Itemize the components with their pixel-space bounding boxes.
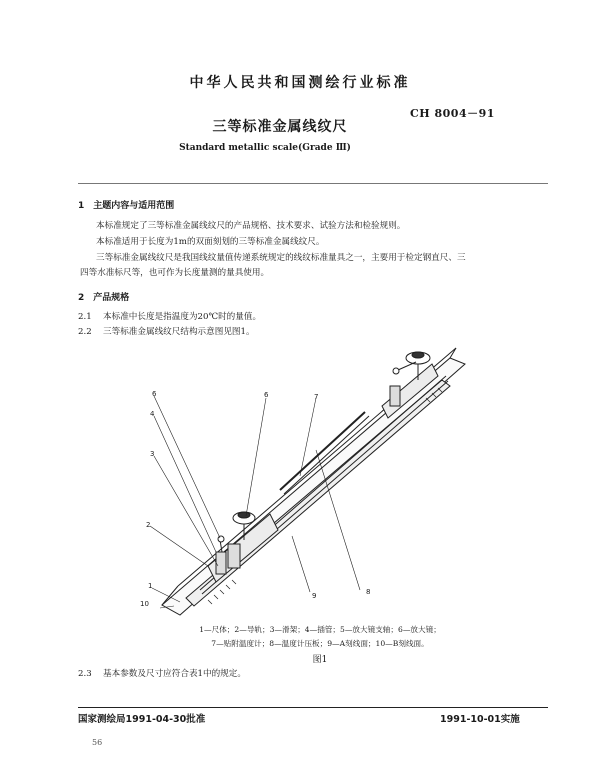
section-1-paragraph-3-line-2: 四等水准标尺等，也可作为长度量测的量具使用。 — [80, 268, 270, 278]
item-2-3-number: 2.3 — [78, 669, 92, 679]
issuer-title: 中华人民共和国测绘行业标准 — [189, 75, 411, 91]
section-2-heading: 2 产品规格 — [78, 293, 130, 303]
callout-6-top: 6 — [264, 391, 269, 399]
callout-1: 1 — [148, 582, 153, 590]
document-title: 三等标准金属线纹尺 — [212, 119, 348, 135]
approval-date: 国家测绘局1991-04-30批准 — [78, 714, 206, 725]
item-2-3-text: 基本参数及尺寸应符合表1中的规定。 — [103, 669, 246, 679]
callout-4: 4 — [150, 410, 155, 418]
callout-2: 2 — [146, 521, 151, 529]
effective-date: 1991-10-01实施 — [440, 714, 520, 725]
standard-code: CH 8004－91 — [410, 107, 495, 120]
item-2-1-text: 本标准中长度是指温度为20℃时的量值。 — [103, 312, 262, 322]
figure-legend-line-1: 1—尺体；2—导轨；3—滑架；4—插管；5—放大镜支轴；6—放大镜； — [199, 625, 441, 634]
callout-10: 10 — [140, 600, 149, 608]
section-1-heading: 1 主题内容与适用范围 — [78, 201, 175, 211]
figure-1-scale-drawing — [120, 340, 480, 620]
callout-9: 9 — [312, 592, 317, 600]
section-1-paragraph-3-line-1: 三等标准金属线纹尺是我国线纹量值传递系统规定的线纹标准量具之一，主要用于检定钢直尺、三 — [96, 253, 466, 263]
section-1-paragraph-1: 本标准规定了三等标准金属线纹尺的产品规格、技术要求、试验方法和检验规则。 — [96, 221, 406, 231]
figure-legend-line-2: 7—贴附温度计；8—温度计压板；9—A刻线面；10—B刻线面。 — [211, 639, 429, 648]
callout-8: 8 — [366, 588, 371, 596]
figure-caption: 图1 — [312, 655, 328, 665]
footer-divider — [78, 707, 548, 708]
callout-3: 3 — [150, 450, 155, 458]
item-2-2-number: 2.2 — [78, 327, 92, 337]
header-divider — [78, 183, 548, 184]
lower-carriage — [208, 512, 278, 582]
item-2-2-text: 三等标准金属线纹尺结构示意图见图1。 — [103, 327, 255, 337]
page-number: 56 — [92, 738, 103, 747]
callout-7: 7 — [314, 393, 319, 401]
section-1-paragraph-2: 本标准适用于长度为1m的双面刻划的三等标准金属线纹尺。 — [96, 237, 325, 247]
callout-6: 6 — [152, 390, 157, 398]
english-title: Standard metallic scale(Grade Ⅲ) — [179, 143, 351, 153]
item-2-1-number: 2.1 — [78, 312, 92, 322]
